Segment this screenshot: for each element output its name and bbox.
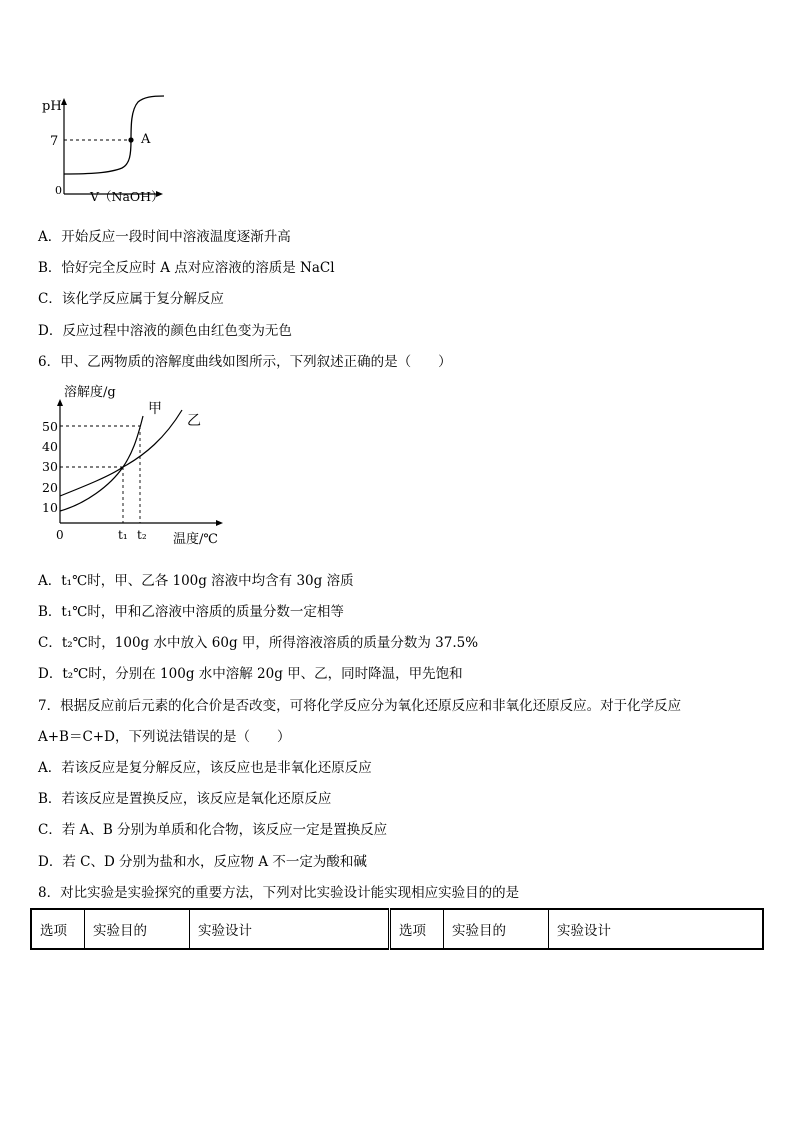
ph-point-label: A [141,132,151,147]
q5-option-a: A．开始反应一段时间中溶液温度逐渐升高 [38,229,291,245]
series-label-yi: 乙 [187,413,201,429]
q7-stem-line1: 7．根据反应前后元素的化合价是否改变，可将化学反应分为氧化还原反应和非氧化还原反应。对于化学反应 [38,698,682,714]
x-tick-t1: t₁ [118,528,128,542]
series-label-jia: 甲 [148,401,162,417]
ph-titration-graph [30,88,210,210]
q7-option-c: C．若 A、B 分别为单质和化合物，该反应一定是置换反应 [38,822,388,838]
header-option-2: 选项 [390,909,444,949]
q5-option-b: B．恰好完全反应时 A 点对应溶液的溶质是 NaCl [38,260,335,276]
solubility-origin: 0 [56,528,64,542]
q5-option-c: C．该化学反应属于复分解反应 [38,291,224,307]
ph-x-label: V（NaOH） [90,189,164,204]
y-tick-50: 50 [42,419,58,434]
solubility-x-label: 温度/℃ [173,532,218,547]
ph-origin: 0 [55,184,62,197]
header-purpose-2: 实验目的 [444,909,549,949]
q8-stem: 8．对比实验是实验探究的重要方法，下列对比实验设计能实现相应实验目的的是 [38,885,520,901]
ph-axis-label: pH [42,99,62,114]
q7-option-b: B．若该反应是置换反应，该反应是氧化还原反应 [38,791,332,807]
header-option: 选项 [31,909,85,949]
header-purpose: 实验目的 [85,909,190,949]
q8-experiment-table [30,908,764,950]
y-tick-40: 40 [42,439,58,454]
q7-stem-line2: A+B＝C+D，下列说法错误的是（ ） [38,729,291,745]
x-tick-t2: t₂ [137,528,147,542]
q6-option-b: B．t₁℃时，甲和乙溶液中溶质的质量分数一定相等 [38,604,344,620]
q7-option-d: D．若 C、D 分别为盐和水，反应物 A 不一定为酸和碱 [38,854,367,870]
q6-stem: 6．甲、乙两物质的溶解度曲线如图所示，下列叙述正确的是（ ） [38,354,452,370]
header-design-2: 实验设计 [549,909,764,949]
q5-option-d: D．反应过程中溶液的颜色由红色变为无色 [38,323,292,339]
q6-option-a: A．t₁℃时，甲、乙各 100g 溶液中均含有 30g 溶质 [38,573,354,589]
table-header-row [31,909,763,949]
y-tick-30: 30 [42,459,58,474]
solubility-chart [30,376,240,548]
ph-tick-7: 7 [50,134,59,149]
y-tick-20: 20 [42,480,58,495]
y-tick-10: 10 [42,500,58,515]
q7-option-a: A．若该反应是复分解反应，该反应也是非氧化还原反应 [38,760,372,776]
q6-option-d: D．t₂℃时，分别在 100g 水中溶解 20g 甲、乙，同时降温，甲先饱和 [38,666,463,682]
q6-option-c: C．t₂℃时，100g 水中放入 60g 甲，所得溶液溶质的质量分数为 37.5% [38,635,479,651]
header-design: 实验设计 [190,909,390,949]
solubility-y-label: 溶解度/g [64,385,116,400]
